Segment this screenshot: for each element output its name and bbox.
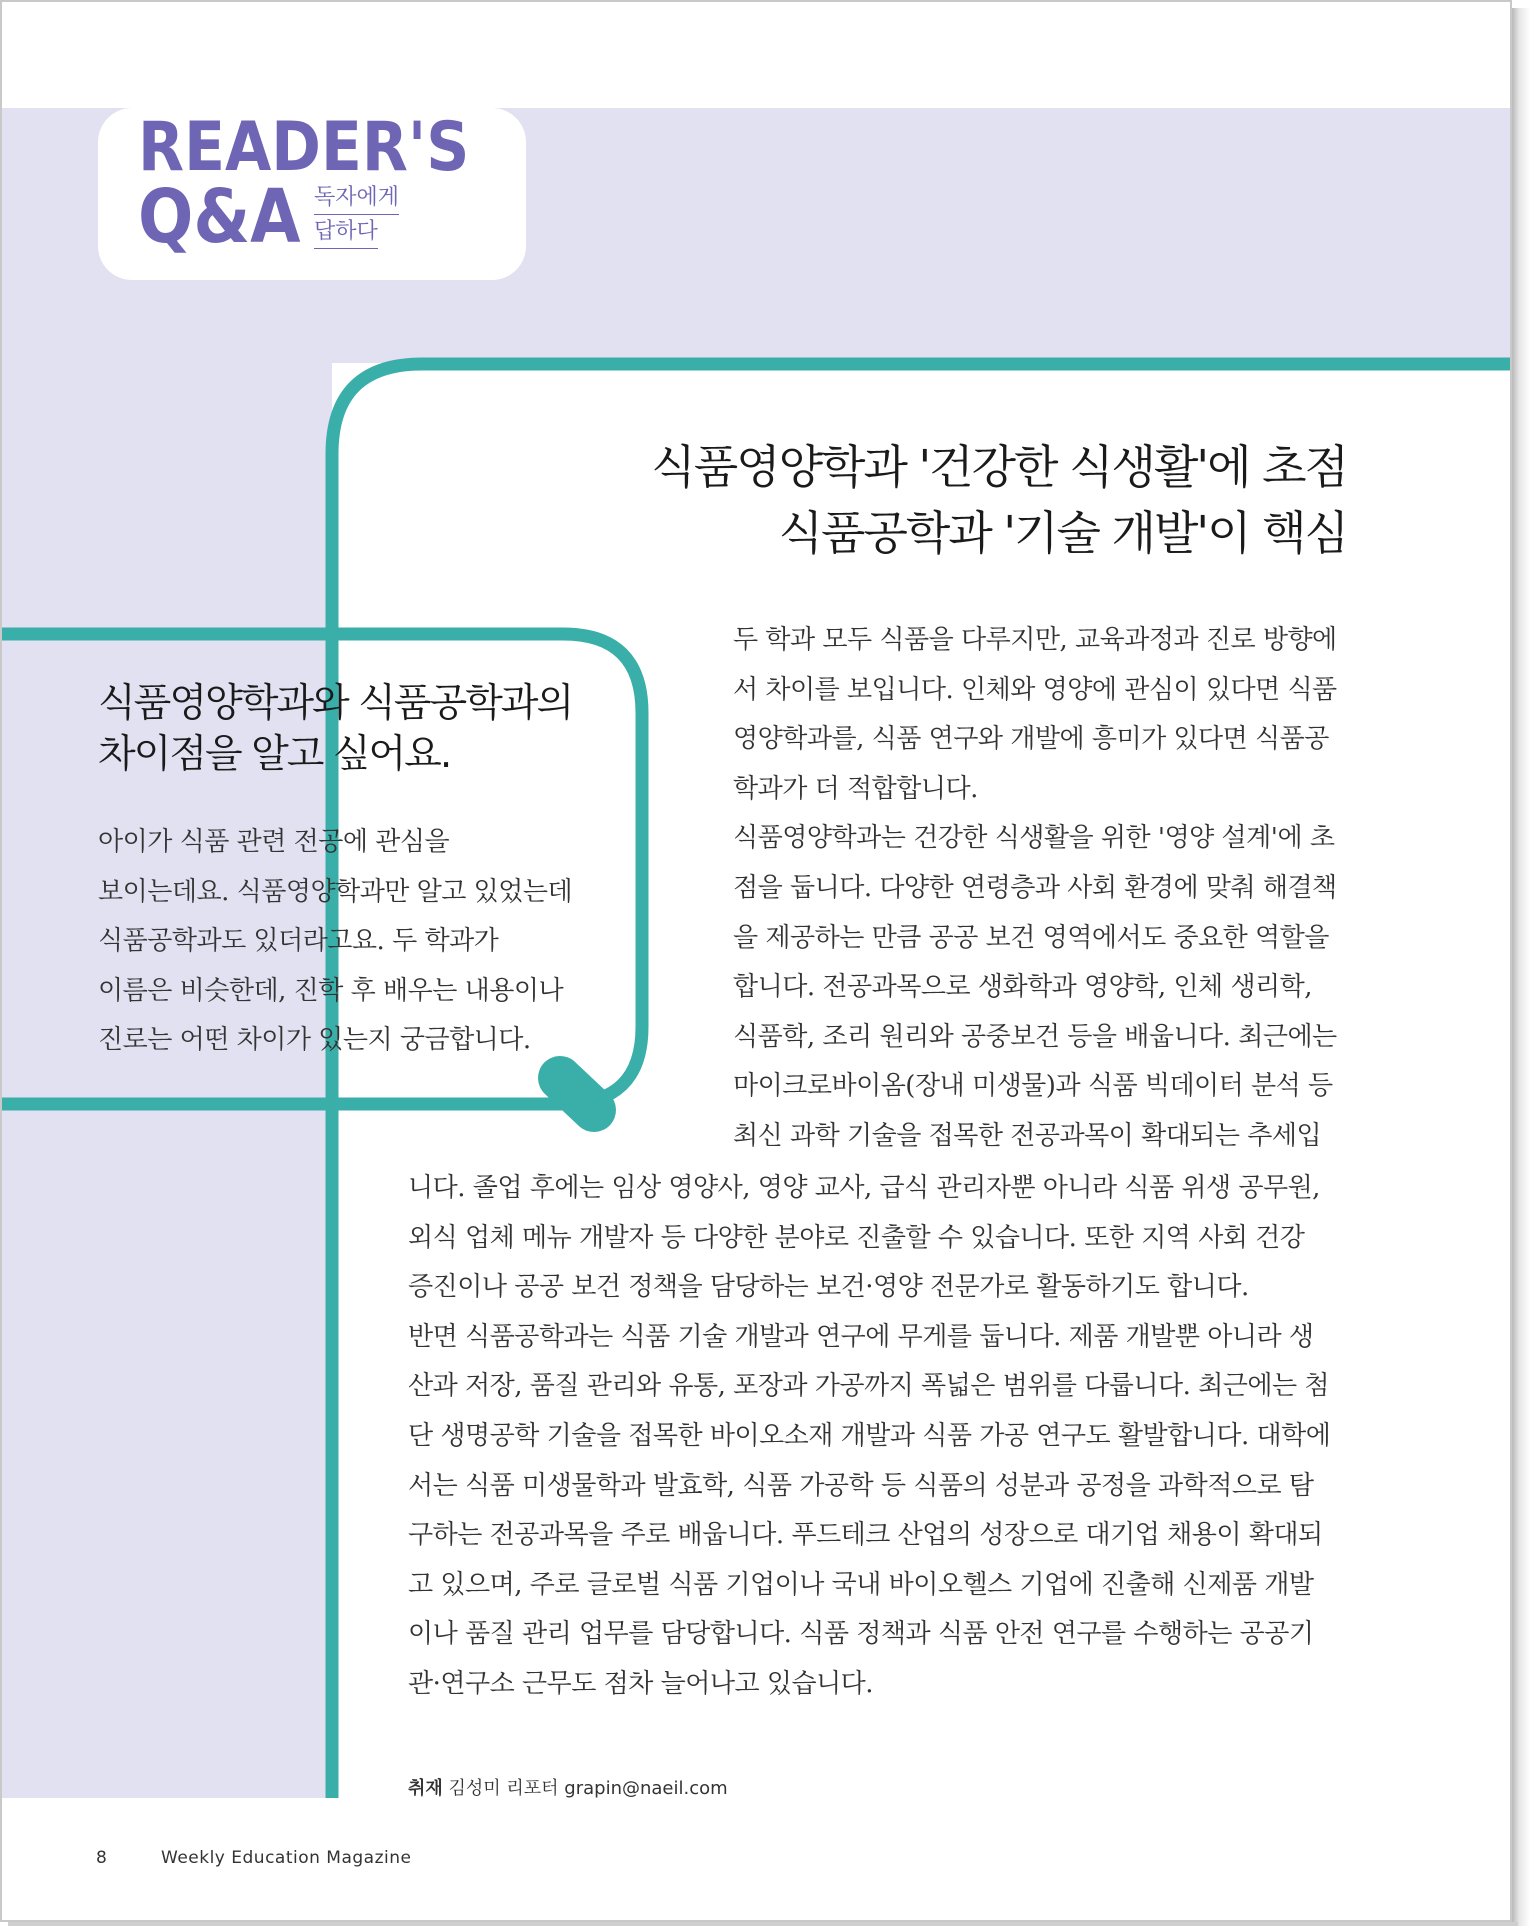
answer-line: 산과 저장, 품질 관리와 유통, 포장과 가공까지 폭넓은 범위를 다룹니다. 최근에는 첨 — [408, 1371, 1330, 1402]
logo-subtitle — [314, 181, 399, 249]
reporter-credit — [408, 1774, 728, 1800]
page-number: 8 — [96, 1848, 107, 1868]
answer-line: 증진이나 공공 보건 정책을 담당하는 보건·영양 전문가로 활동하기도 합니다. — [408, 1272, 1249, 1303]
answer-bottom-column — [408, 1164, 1353, 1710]
speech-tail — [560, 1078, 594, 1110]
answer-line: 최신 과학 기술을 접목한 전공과목이 확대되는 추세입 — [733, 1120, 1322, 1151]
question-body — [98, 818, 618, 1066]
answer-line: 을 제공하는 만큼 공공 보건 영역에서도 중요한 역할을 — [733, 922, 1329, 953]
page-edge-shadow — [1512, 8, 1530, 1926]
answer-line: 이나 품질 관리 업무를 담당합니다. 식품 정책과 식품 안전 연구를 수행하는 공공기 — [408, 1619, 1314, 1650]
logo-subtitle-line2: 답하다 — [314, 215, 378, 249]
question-line: 진로는 어떤 차이가 있는지 궁금합니다. — [98, 1025, 531, 1056]
answer-line: 서 차이를 보입니다. 인체와 영양에 관심이 있다면 식품 — [733, 674, 1337, 705]
answer-line: 서는 식품 미생물학과 발효학, 식품 가공학 등 식품의 성분과 공정을 과학적으로 탐 — [408, 1470, 1314, 1501]
article-headline — [651, 434, 1347, 566]
logo-title-line1: READER'S — [138, 108, 470, 187]
logo-title-line2: Q&A — [138, 174, 301, 260]
answer-line: 두 학과 모두 식품을 다루지만, 교육과정과 진로 방향에 — [733, 625, 1337, 655]
answer-top-column — [733, 616, 1353, 1162]
answer-line: 고 있으며, 주로 글로벌 식품 기업이나 국내 바이오헬스 기업에 진출해 신제품 개발 — [408, 1569, 1314, 1600]
page-bottom-shadow — [8, 1922, 1518, 1926]
readers-qa-logo — [98, 108, 526, 280]
magazine-name: Weekly Education Magazine — [161, 1848, 412, 1868]
answer-line: 단 생명공학 기술을 접목한 바이오소재 개발과 식품 가공 연구도 활발합니다. 대학에 — [408, 1420, 1331, 1451]
answer-line: 외식 업체 메뉴 개발자 등 다양한 분야로 진출할 수 있습니다. 또한 지역 사회 건강 — [408, 1222, 1305, 1253]
credit-label: 취재 — [408, 1778, 443, 1799]
answer-line: 관·연구소 근무도 점차 늘어나고 있습니다. — [408, 1668, 874, 1699]
question-title-line2: 차이점을 알고 싶어요. — [98, 732, 451, 777]
answer-line: 니다. 졸업 후에는 임상 영양사, 영양 교사, 급식 관리자뿐 아니라 식품 위생 공무원, — [408, 1173, 1320, 1203]
question-line: 아이가 식품 관련 전공에 관심을 — [98, 827, 450, 857]
answer-line: 식품영양학과는 건강한 식생활을 위한 '영양 설계'에 초 — [733, 823, 1335, 854]
question-line: 식품공학과도 있더라고요. 두 학과가 — [98, 926, 499, 957]
question-title-line1: 식품영양학과와 식품공학과의 — [98, 681, 573, 726]
headline-line2: 식품공학과 '기술 개발'이 핵심 — [778, 506, 1347, 560]
question-line: 보이는데요. 식품영양학과만 알고 있었는데 — [98, 876, 573, 907]
credit-text: 김성미 리포터 grapin@naeil.com — [448, 1778, 728, 1799]
logo-subtitle-line1: 독자에게 — [314, 181, 399, 215]
answer-line: 반면 식품공학과는 식품 기술 개발과 연구에 무게를 둡니다. 제품 개발뿐 아니라 생 — [408, 1321, 1314, 1352]
answer-line: 구하는 전공과목을 주로 배웁니다. 푸드테크 산업의 성장으로 대기업 채용이 확대되 — [408, 1520, 1323, 1551]
question-line: 이름은 비슷한데, 진학 후 배우는 내용이나 — [98, 975, 564, 1006]
answer-line: 합니다. 전공과목으로 생화학과 영양학, 인체 생리학, — [733, 972, 1313, 1003]
answer-line: 마이크로바이옴(장내 미생물)과 식품 빅데이터 분석 등 — [733, 1071, 1333, 1102]
answer-line: 점을 둡니다. 다양한 연령층과 사회 환경에 맞춰 해결책 — [733, 872, 1337, 903]
answer-line: 식품학, 조리 원리와 공중보건 등을 배웁니다. 최근에는 — [733, 1021, 1337, 1052]
headline-line1: 식품영양학과 '건강한 식생활'에 초점 — [651, 440, 1347, 494]
question-title — [98, 678, 572, 780]
answer-line: 영양학과를, 식품 연구와 개발에 흥미가 있다면 식품공 — [733, 724, 1329, 755]
answer-line: 학과가 더 적합합니다. — [733, 773, 978, 804]
